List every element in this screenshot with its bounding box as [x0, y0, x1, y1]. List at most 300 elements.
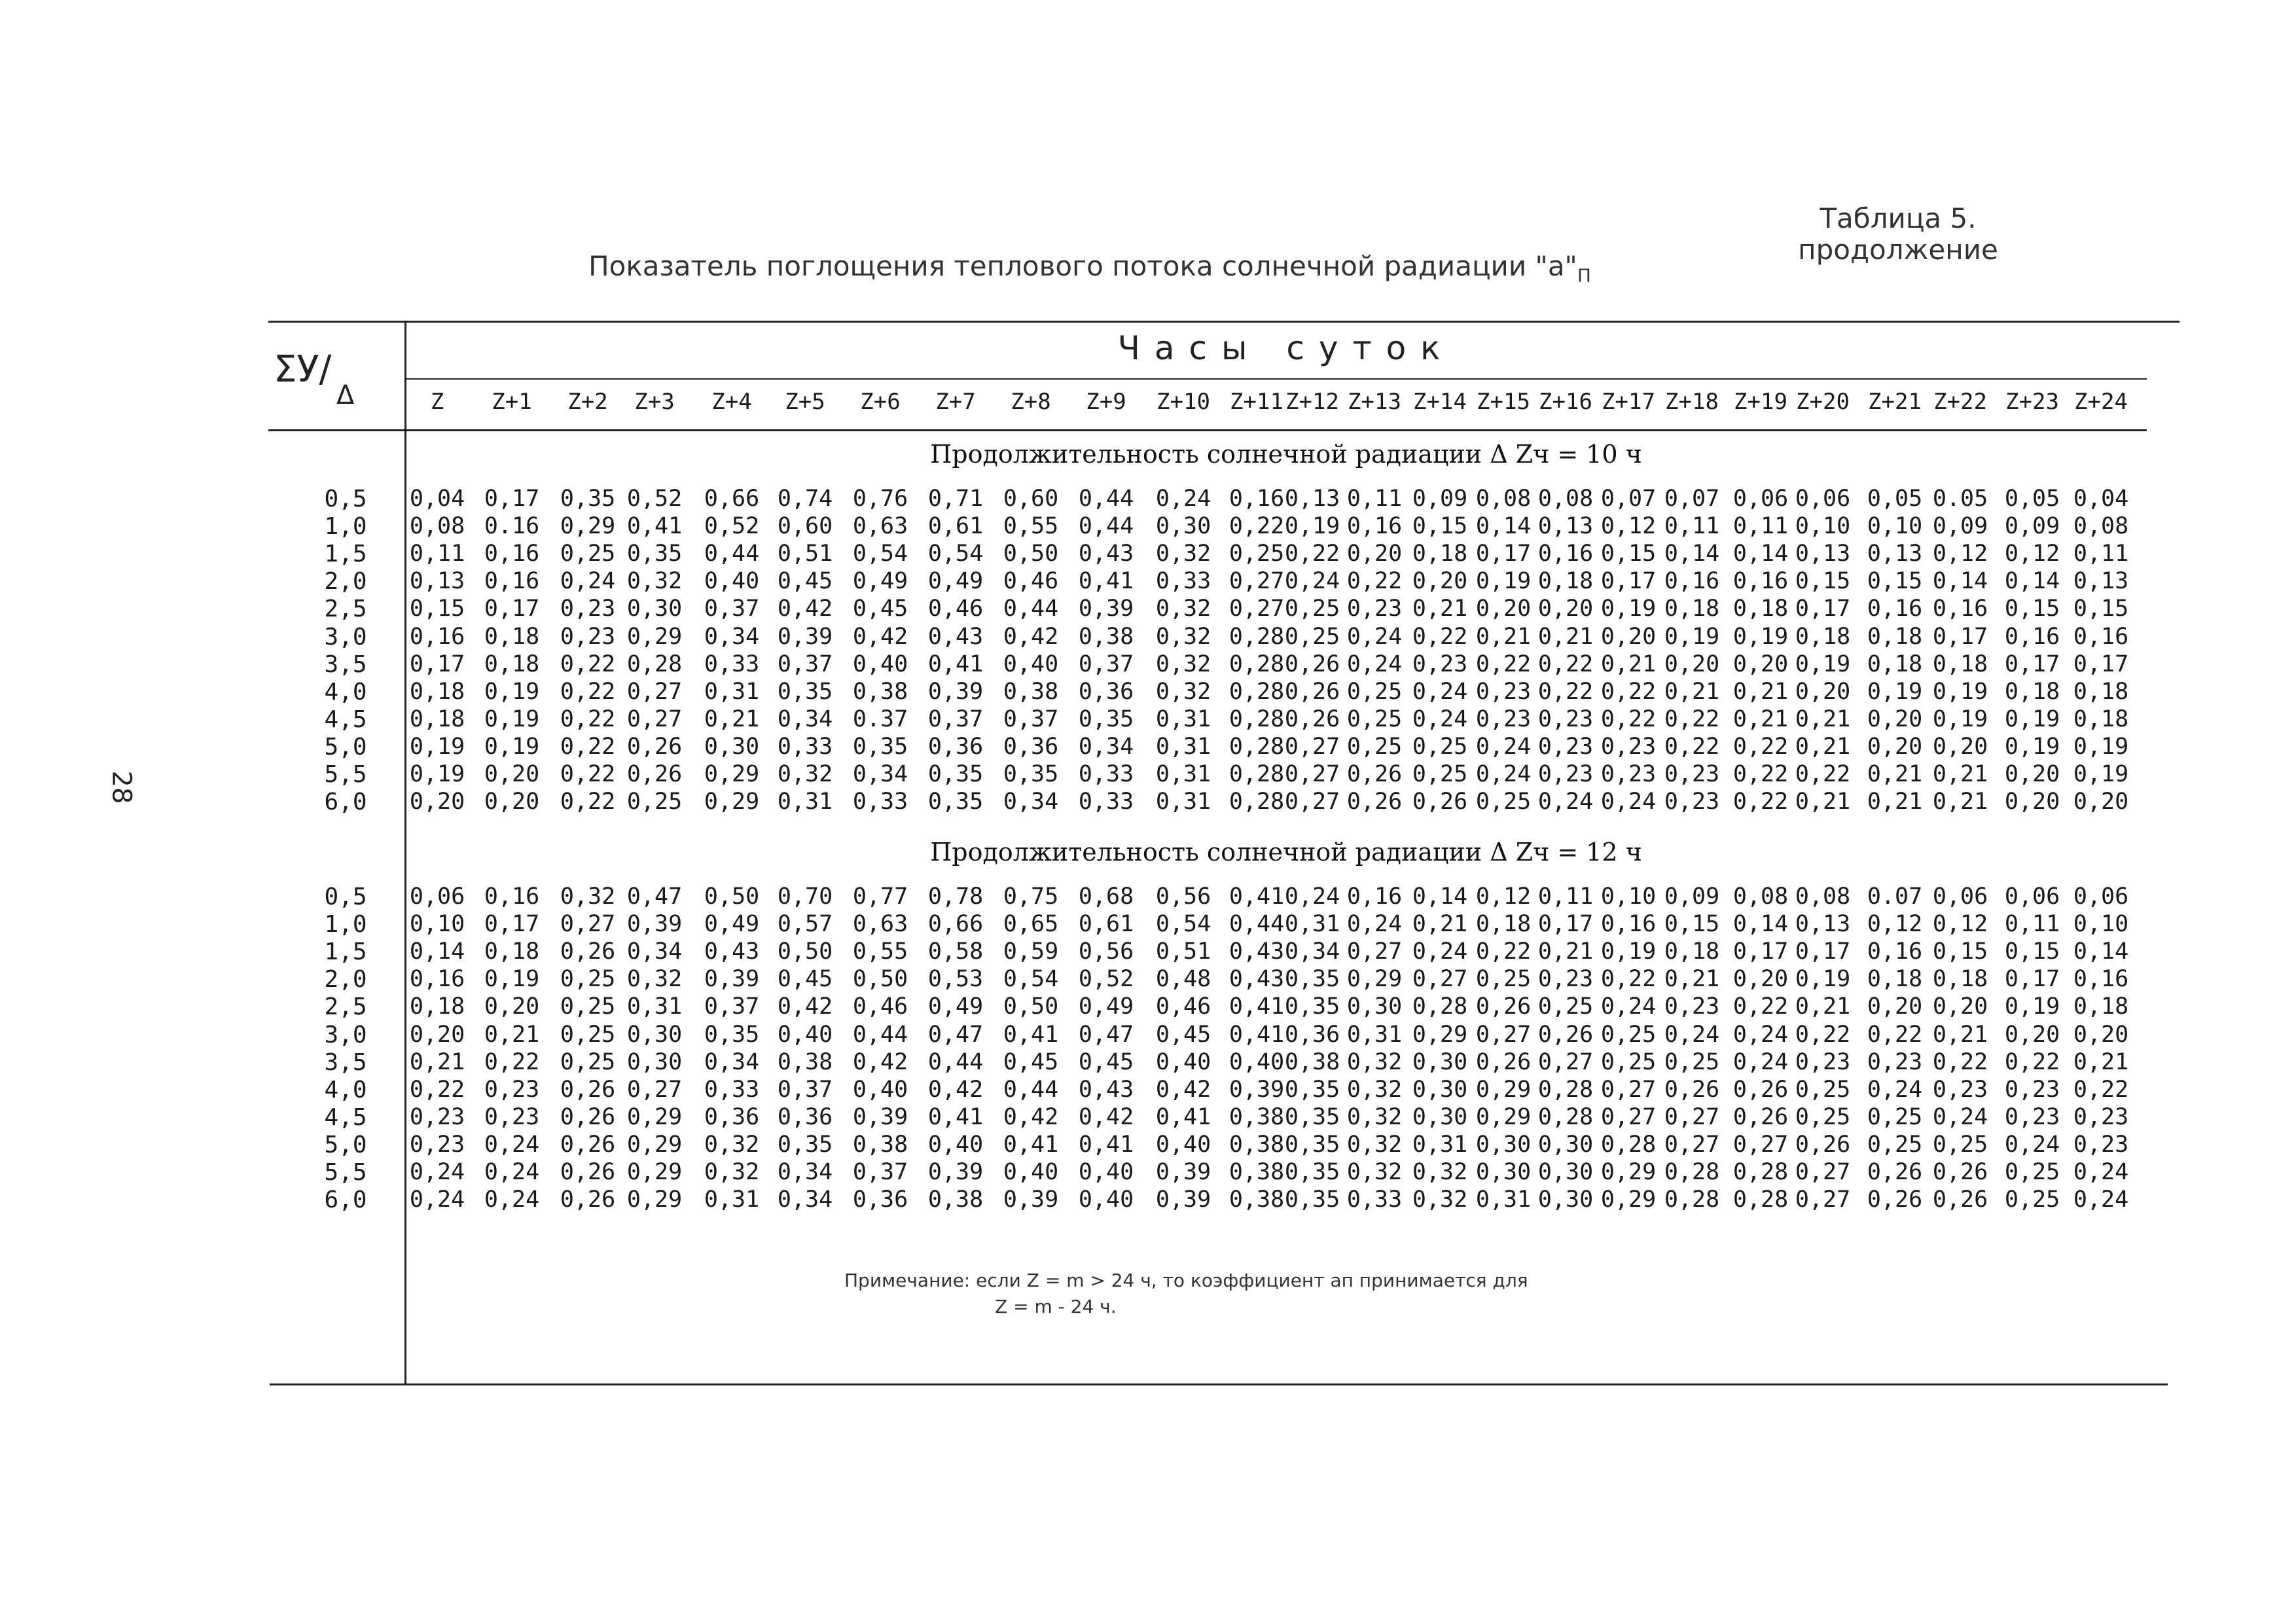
table-cell: 0,18	[1795, 623, 1851, 650]
table-cell: 0,33	[1078, 761, 1134, 787]
table-cell: 0,19	[1932, 678, 1988, 705]
table-cell: 0,18	[1475, 911, 1532, 938]
table-cell: 0,32	[1346, 1103, 1403, 1130]
table-cell: 0,04	[2073, 486, 2129, 512]
table-cell: 0,46	[1003, 568, 1059, 595]
table-cell: 0,25	[1475, 789, 1532, 815]
table-cell: 0,10	[1867, 513, 1923, 540]
table-cell: 0,39	[777, 623, 833, 650]
table-cell: 0,26	[560, 1076, 616, 1103]
table-cell: 0,24	[1732, 1048, 1789, 1075]
table-cell: 0,37	[852, 1159, 908, 1185]
table-cell: 0,38	[1229, 1131, 1285, 1158]
table-cell: 0,17	[1795, 938, 1851, 965]
table-cell: 0,20	[1600, 623, 1657, 650]
table-cell: 0,38	[1003, 678, 1059, 705]
table-cell: 0,19	[1867, 678, 1923, 705]
column-header: Z+3	[634, 389, 675, 415]
table-cell: 0,23	[560, 623, 616, 650]
table-cell: 0,33	[1155, 568, 1211, 595]
row-key: 1,5	[324, 938, 367, 966]
table-cell: 0,43	[704, 938, 760, 965]
table-cell: 0,25	[1664, 1048, 1720, 1075]
table-cell: 0,41	[626, 513, 683, 540]
table-cell: 0,60	[777, 513, 833, 540]
table-cell: 0,29	[1346, 966, 1403, 993]
table-cell: 0,21	[1932, 789, 1988, 815]
column-header: Z+13	[1348, 389, 1401, 415]
table-cell: 0,39	[927, 678, 984, 705]
hours-subrule	[406, 378, 2147, 380]
table-cell: 0,20	[1346, 541, 1403, 567]
table-cell: 0,55	[1003, 513, 1059, 540]
table-cell: 0,35	[777, 678, 833, 705]
table-row	[0, 651, 2296, 680]
table-cell: 0,06	[2073, 883, 2129, 910]
page-number: 28	[106, 770, 137, 804]
table-cell: 0,26	[1412, 789, 1468, 815]
table-cell: 0,22	[1475, 651, 1532, 677]
table-cell: 0,26	[1732, 1103, 1789, 1130]
table-cell: 0,20	[2073, 789, 2129, 815]
table-cell: 0,16	[484, 883, 540, 910]
table-cell: 0,31	[1412, 1131, 1468, 1158]
table-cell: 0,30	[626, 1048, 683, 1075]
table-cell: 0,77	[852, 883, 908, 910]
table-cell: 0,35	[1284, 1103, 1340, 1130]
table-cell: 0,23	[1600, 733, 1657, 760]
table-cell: 0,39	[1229, 1076, 1285, 1103]
table-cell: 0,24	[1346, 651, 1403, 677]
table-cell: 0,33	[1346, 1186, 1403, 1213]
table-cell: 0,47	[626, 883, 683, 910]
table-cell: 0,39	[1155, 1186, 1211, 1213]
table-cell: 0,23	[1475, 705, 1532, 732]
table-cell: 0,13	[1795, 911, 1851, 938]
table-cell: 0,25	[1412, 761, 1468, 787]
table-cell: 0,22	[560, 678, 616, 705]
table-cell: 0,25	[1600, 1021, 1657, 1048]
table-cell: 0,26	[1346, 789, 1403, 815]
table-row	[0, 966, 2296, 995]
column-header: Z+2	[567, 389, 608, 415]
table-cell: 0,26	[560, 1159, 616, 1185]
table-cell: 0,23	[1346, 596, 1403, 622]
table-cell: 0,19	[2073, 733, 2129, 760]
table-cell: 0,35	[1284, 993, 1340, 1020]
table-cell: 0,31	[626, 993, 683, 1020]
table-cell: 0,53	[927, 966, 984, 993]
table-cell: 0,40	[1078, 1159, 1134, 1185]
table-cell: 0,20	[409, 1021, 465, 1048]
table-row	[0, 883, 2296, 912]
table-cell: 0,21	[1932, 1021, 1988, 1048]
table-cell: 0,22	[1664, 733, 1720, 760]
table-cell: 0,31	[1155, 733, 1211, 760]
table-cell: 0,19	[409, 733, 465, 760]
row-key: 0,5	[324, 486, 367, 512]
table-cell: 0,45	[1078, 1048, 1134, 1075]
table-row	[0, 541, 2296, 569]
table-cell: 0,16	[1867, 596, 1923, 622]
table-cell: 0,27	[1732, 1131, 1789, 1158]
table-cell: 0,11	[1732, 513, 1789, 540]
column-header: Z+17	[1602, 389, 1655, 415]
table-row	[0, 486, 2296, 514]
stub-header-top: ΣУ/	[274, 348, 332, 391]
table-cell: 0,24	[484, 1159, 540, 1185]
table-cell: 0,26	[1932, 1186, 1988, 1213]
table-cell: 0,23	[2004, 1103, 2060, 1130]
table-cell: 0,28	[626, 651, 683, 677]
table-cell: 0,44	[852, 1021, 908, 1048]
table-cell: 0,21	[1867, 789, 1923, 815]
table-cell: 0,42	[1078, 1103, 1134, 1130]
table-cell: 0,34	[1003, 789, 1059, 815]
table-cell: 0,28	[1412, 993, 1468, 1020]
table-cell: 0,29	[1475, 1103, 1532, 1130]
table-cell: 0,27	[1600, 1076, 1657, 1103]
table-cell: 0,52	[626, 486, 683, 512]
table-cell: 0,70	[777, 883, 833, 910]
table-cell: 0,44	[704, 541, 760, 567]
column-header: Z+18	[1665, 389, 1719, 415]
table-cell: 0,18	[2073, 993, 2129, 1020]
table-cell: 0,22	[409, 1076, 465, 1103]
row-key: 1,0	[324, 513, 367, 541]
table-cell: 0,16	[409, 623, 465, 650]
table-cell: 0,39	[927, 1159, 984, 1185]
table-cell: 0,29	[626, 623, 683, 650]
table-cell: 0,21	[1664, 966, 1720, 993]
table-cell: 0,28	[1229, 623, 1285, 650]
table-cell: 0,35	[1284, 1159, 1340, 1185]
table-cell: 0,27	[626, 678, 683, 705]
table-cell: 0,30	[1537, 1159, 1594, 1185]
table-cell: 0,45	[1155, 1021, 1211, 1048]
table-cell: 0,24	[1346, 911, 1403, 938]
column-header: Z+23	[2005, 389, 2059, 415]
row-key: 3,5	[324, 651, 367, 678]
table-cell: 0,24	[1412, 938, 1468, 965]
table-cell: 0,26	[1346, 761, 1403, 787]
table-cell: 0,17	[1475, 541, 1532, 567]
table-cell: 0,21	[1537, 623, 1594, 650]
table-cell: 0,22	[1600, 678, 1657, 705]
table-cell: 0,20	[1867, 993, 1923, 1020]
table-cell: 0,35	[777, 1131, 833, 1158]
table-cell: 0,25	[1284, 596, 1340, 622]
table-cell: 0,24	[484, 1131, 540, 1158]
table-cell: 0,07	[1600, 486, 1657, 512]
table-cell: 0,28	[1600, 1131, 1657, 1158]
table-cell: 0,42	[852, 623, 908, 650]
table-cell: 0,38	[852, 678, 908, 705]
table-cell: 0,08	[2073, 513, 2129, 540]
table-cell: 0,23	[1537, 966, 1594, 993]
table-cell: 0,21	[409, 1048, 465, 1075]
table-cell: 0,56	[1155, 883, 1211, 910]
table-cell: 0,23	[2073, 1131, 2129, 1158]
table-cell: 0,29	[1600, 1186, 1657, 1213]
note-line-2: Z = m - 24 ч.	[995, 1296, 1117, 1317]
table-cell: 0,47	[927, 1021, 984, 1048]
table-cell: 0,30	[626, 1021, 683, 1048]
table-cell: 0,16	[409, 966, 465, 993]
row-key: 2,0	[324, 966, 367, 993]
table-cell: 0,37	[704, 596, 760, 622]
table-cell: 0,33	[777, 733, 833, 760]
table-cell: 0,19	[484, 966, 540, 993]
table-cell: 0,42	[777, 596, 833, 622]
table-cell: 0,30	[704, 733, 760, 760]
table-cell: 0,16	[1346, 883, 1403, 910]
table-cell: 0,15	[1932, 938, 1988, 965]
table-cell: 0,22	[2004, 1048, 2060, 1075]
table-cell: 0,21	[2073, 1048, 2129, 1075]
table-cell: 0,19	[2073, 761, 2129, 787]
table-cell: 0,24	[1412, 678, 1468, 705]
table-cell: 0,42	[852, 1048, 908, 1075]
table-cell: 0,27	[1664, 1103, 1720, 1130]
table-cell: 0,43	[1229, 938, 1285, 965]
table-cell: 0,19	[2004, 705, 2060, 732]
table-cell: 0,21	[1795, 705, 1851, 732]
table-cell: 0,14	[1412, 883, 1468, 910]
table-cell: 0,23	[560, 596, 616, 622]
table-cell: 0,22	[1537, 678, 1594, 705]
table-cell: 0,46	[927, 596, 984, 622]
table-cell: 0,14	[1932, 568, 1988, 595]
table-cell: 0,05	[2004, 486, 2060, 512]
table-cell: 0,17	[484, 486, 540, 512]
row-key: 4,5	[324, 705, 367, 733]
table-cell: 0,22	[560, 789, 616, 815]
table-cell: 0,32	[626, 966, 683, 993]
table-cell: 0,21	[1732, 678, 1789, 705]
table-cell: 0,33	[1078, 789, 1134, 815]
table-row	[0, 761, 2296, 790]
table-cell: 0,50	[1003, 993, 1059, 1020]
table-cell: 0,13	[1867, 541, 1923, 567]
table-cell: 0,34	[626, 938, 683, 965]
table-cell: 0,38	[1229, 1159, 1285, 1185]
table-cell: 0,18	[484, 651, 540, 677]
table-cell: 0,26	[1475, 993, 1532, 1020]
table-cell: 0,22	[484, 1048, 540, 1075]
table-cell: 0,30	[626, 596, 683, 622]
table-cell: 0,21	[704, 705, 760, 732]
table-cell: 0,22	[1475, 938, 1532, 965]
table-cell: 0,40	[1229, 1048, 1285, 1075]
table-cell: 0,11	[1664, 513, 1720, 540]
table-row	[0, 596, 2296, 624]
table-cell: 0,35	[1078, 705, 1134, 732]
table-cell: 0,21	[1795, 789, 1851, 815]
table-cell: 0,45	[777, 966, 833, 993]
table-cell: 0,45	[1003, 1048, 1059, 1075]
row-key: 5,5	[324, 1159, 367, 1186]
table-cell: 0,27	[1229, 596, 1285, 622]
table-cell: 0,23	[409, 1131, 465, 1158]
table-cell: 0,30	[1475, 1159, 1532, 1185]
row-key: 4,0	[324, 1076, 367, 1103]
table-cell: 0,33	[704, 1076, 760, 1103]
table-cell: 0,35	[1284, 1131, 1340, 1158]
table-cell: 0,17	[1795, 596, 1851, 622]
table-cell: 0,37	[704, 993, 760, 1020]
table-cell: 0,35	[1284, 966, 1340, 993]
row-key: 1,0	[324, 911, 367, 938]
table-cell: 0,24	[1475, 733, 1532, 760]
table-cell: 0,23	[484, 1103, 540, 1130]
table-cell: 0,29	[626, 1103, 683, 1130]
table-cell: 0,78	[927, 883, 984, 910]
table-cell: 0,18	[484, 623, 540, 650]
table-cell: 0,32	[1155, 623, 1211, 650]
row-key: 5,0	[324, 1131, 367, 1158]
table-cell: 0,31	[777, 789, 833, 815]
table-cell: 0,08	[1537, 486, 1594, 512]
table-cell: 0,20	[1932, 733, 1988, 760]
table-cell: 0,40	[777, 1021, 833, 1048]
table-row	[0, 1104, 2296, 1133]
table-row	[0, 1186, 2296, 1215]
table-cell: 0,31	[1155, 705, 1211, 732]
table-cell: 0,27	[1795, 1159, 1851, 1185]
table-cell: 0,18	[2073, 678, 2129, 705]
column-header: Z+5	[785, 389, 825, 415]
table-cell: 0,16	[1664, 568, 1720, 595]
row-key: 5,5	[324, 761, 367, 788]
table-cell: 0,15	[2073, 596, 2129, 622]
table-row	[0, 679, 2296, 707]
table-cell: 0,15	[2004, 938, 2060, 965]
table-cell: 0,20	[1795, 678, 1851, 705]
table-cell: 0,28	[1229, 761, 1285, 787]
table-cell: 0,35	[1003, 761, 1059, 787]
table-cell: 0,39	[626, 911, 683, 938]
column-header: Z+14	[1413, 389, 1467, 415]
row-key: 0,5	[324, 883, 367, 910]
table-cell: 0,50	[1003, 541, 1059, 567]
table-cell: 0,32	[1155, 678, 1211, 705]
table-cell: 0,24	[1932, 1103, 1988, 1130]
table-cell: 0,20	[1867, 733, 1923, 760]
table-cell: 0.05	[1932, 486, 1988, 512]
table-cell: 0,16	[1600, 911, 1657, 938]
table-cell: 0,16	[2004, 623, 2060, 650]
table-cell: 0,57	[777, 911, 833, 938]
table-cell: 0,27	[1412, 966, 1468, 993]
table-cell: 0,40	[1155, 1131, 1211, 1158]
table-cell: 0,16	[2073, 623, 2129, 650]
table-cell: 0,50	[777, 938, 833, 965]
row-key: 4,5	[324, 1103, 367, 1131]
table-cell: 0,19	[1600, 938, 1657, 965]
table-cell: 0,16	[1732, 568, 1789, 595]
table-cell: 0,54	[927, 541, 984, 567]
table-cell: 0,54	[852, 541, 908, 567]
column-header: Z+22	[1933, 389, 1987, 415]
table-cell: 0,58	[927, 938, 984, 965]
table-cell: 0,25	[560, 1048, 616, 1075]
column-header: Z+21	[1868, 389, 1922, 415]
section-title: Продолжительность солнечной радиации Δ Zч = 12 ч	[930, 838, 1642, 866]
table-cell: 0,28	[1664, 1186, 1720, 1213]
table-cell: 0,24	[1867, 1076, 1923, 1103]
table-cell: 0,16	[2073, 966, 2129, 993]
table-cell: 0,24	[1537, 789, 1594, 815]
table-cell: 0,23	[409, 1103, 465, 1130]
table-cell: 0,21	[1932, 761, 1988, 787]
table-cell: 0,52	[704, 513, 760, 540]
table-cell: 0,47	[1078, 1021, 1134, 1048]
table-row	[0, 734, 2296, 762]
table-cell: 0,44	[1229, 911, 1285, 938]
table-cell: 0,19	[484, 705, 540, 732]
table-row	[0, 513, 2296, 542]
table-title	[0, 250, 2179, 286]
table-cell: 0,10	[1795, 513, 1851, 540]
table-cell: 0,18	[409, 705, 465, 732]
row-key: 2,5	[324, 993, 367, 1021]
column-header: Z+9	[1086, 389, 1126, 415]
table-cell: 0,21	[1537, 938, 1594, 965]
table-cell: 0.07	[1867, 883, 1923, 910]
table-cell: 0,07	[1664, 486, 1720, 512]
table-cell: 0,19	[2004, 993, 2060, 1020]
table-cell: 0,20	[1732, 966, 1789, 993]
table-cell: 0,20	[1412, 568, 1468, 595]
table-cell: 0,40	[852, 1076, 908, 1103]
table-cell: 0,30	[1537, 1186, 1594, 1213]
table-cell: 0,39	[704, 966, 760, 993]
table-cell: 0,22	[1600, 966, 1657, 993]
table-cell: 0,44	[1003, 1076, 1059, 1103]
table-cell: 0,54	[1003, 966, 1059, 993]
column-header: Z+1	[492, 389, 532, 415]
table-cell: 0,28	[1229, 678, 1285, 705]
table-cell: 0,28	[1229, 733, 1285, 760]
table-cell: 0,20	[1537, 596, 1594, 622]
column-header: Z+12	[1285, 389, 1339, 415]
table-cell: 0,63	[852, 911, 908, 938]
table-cell: 0,27	[1229, 568, 1285, 595]
table-cell: 0,42	[1003, 1103, 1059, 1130]
table-cell: 0,21	[1475, 623, 1532, 650]
table-cell: 0,22	[1600, 705, 1657, 732]
table-cell: 0,13	[1537, 513, 1594, 540]
title-text: Показатель поглощения теплового потока солнечной радиации "а"	[588, 250, 1577, 282]
table-cell: 0,17	[1932, 623, 1988, 650]
table-cell: 0,28	[1732, 1186, 1789, 1213]
table-cell: 0,61	[1078, 911, 1134, 938]
table-cell: 0,24	[1664, 1021, 1720, 1048]
table-cell: 0,24	[1475, 761, 1532, 787]
table-cell: 0,17	[484, 596, 540, 622]
table-cell: 0,25	[560, 966, 616, 993]
table-cell: 0,54	[1155, 911, 1211, 938]
table-cell: 0,31	[1284, 911, 1340, 938]
table-cell: 0,25	[1475, 966, 1532, 993]
table-cell: 0,31	[1346, 1021, 1403, 1048]
table-cell: 0,49	[852, 568, 908, 595]
table-cell: 0,44	[927, 1048, 984, 1075]
table-cell: 0,26	[560, 1103, 616, 1130]
table-row	[0, 1159, 2296, 1188]
table-cell: 0,18	[484, 938, 540, 965]
